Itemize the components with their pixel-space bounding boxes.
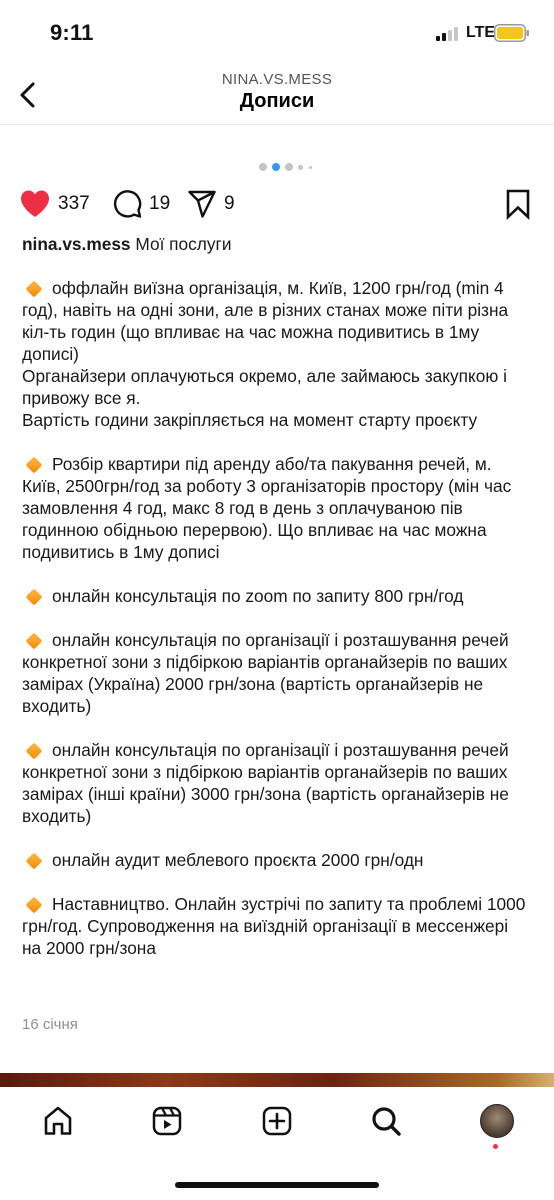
orange-diamond-icon [26,280,43,297]
service-text: Вартість години закріпляється на момент старту проєкту [22,410,478,430]
post-actions [0,182,554,226]
orange-diamond-icon [26,588,43,605]
signal-icon [436,27,460,41]
caption-header [22,233,532,255]
orange-diamond-icon [26,852,43,869]
status-bar [0,0,554,66]
like-action [19,182,90,226]
service-text: онлайн консультація по організації і розташування речей конкретної зони з підбіркою варіантів органайзерів по ваших замірах (інші країни) 3000 грн/зона (вартість органайзерів не входить) [22,740,509,826]
caption-username[interactable]: nina.vs.mess [22,234,131,254]
battery-icon [494,24,530,42]
service-item [22,629,532,717]
notification-dot [493,1144,498,1149]
like-count[interactable]: 337 [58,193,90,214]
carousel-dot [309,166,312,169]
bookmark-icon[interactable] [502,188,534,220]
caption-title: Мої послуги [135,234,232,254]
comment-count[interactable]: 19 [149,193,171,214]
share-action [187,182,235,226]
next-post-preview[interactable] [0,1073,554,1087]
share-count[interactable]: 9 [224,193,235,214]
service-item [22,585,532,607]
comment-action [112,182,170,226]
service-item [22,893,532,959]
service-text: онлайн аудит меблевого проєкта 2000 грн/одн [52,850,424,870]
heart-icon[interactable] [19,189,51,219]
post-caption [22,233,532,959]
carousel-dot-active [272,163,280,171]
carousel-dot [285,163,293,171]
service-text: Розбір квартири під аренду або/та пакування речей, м. Київ, 2500грн/год за роботу 3 організаторів простору (мін час замовлення 4 год, макс 8 год в день з оплачуваною пів годинною обідньою перервою). Що впливає на час можна подивитись в 1му дописі [22,454,512,562]
orange-diamond-icon [26,456,43,473]
service-item [22,453,532,563]
search-icon[interactable] [370,1105,402,1137]
carousel-dot [259,163,267,171]
service-text: Органайзери оплачуються окремо, але займаюсь закупкою і привожу все я. [22,366,507,408]
comment-icon[interactable] [112,189,142,219]
post-date: 16 січня [22,1016,78,1033]
service-item [22,277,532,431]
send-icon[interactable] [187,189,217,219]
carousel-dot [298,165,303,170]
service-item [22,739,532,827]
orange-diamond-icon [26,896,43,913]
network-label: LTE [466,24,496,41]
orange-diamond-icon [26,742,43,759]
header-username[interactable]: NINA.VS.MESS [221,71,333,88]
reels-icon[interactable] [151,1105,183,1137]
orange-diamond-icon [26,632,43,649]
service-text: онлайн консультація по zoom по запиту 800 грн/год [52,586,464,606]
service-text: оффлайн виїзна організація, м. Київ, 1200 грн/год (min 4 год), навіть на одні зони, але в різних станах може піти різна кіл-ть годин (що впливає на час можна подивитись в 1му дописі) [22,278,509,364]
page-title: Дописи [239,90,315,112]
service-text: Наставництво. Онлайн зустрічі по запиту та проблемі 1000 грн/год. Супроводження на виїздній організації в мессенжері на 2000 грн/зона [22,894,526,958]
status-time: 9:11 [50,20,94,45]
profile-avatar[interactable] [480,1104,514,1138]
create-icon[interactable] [261,1105,293,1137]
post-header [0,66,554,125]
service-text: онлайн консультація по організації і розташування речей конкретної зони з підбіркою варіантів органайзерів по ваших замірах (Україна) 2000 грн/зона (вартість органайзерів не входить) [22,630,509,716]
service-item [22,849,532,871]
home-indicator [175,1182,379,1188]
home-icon[interactable] [42,1105,74,1137]
